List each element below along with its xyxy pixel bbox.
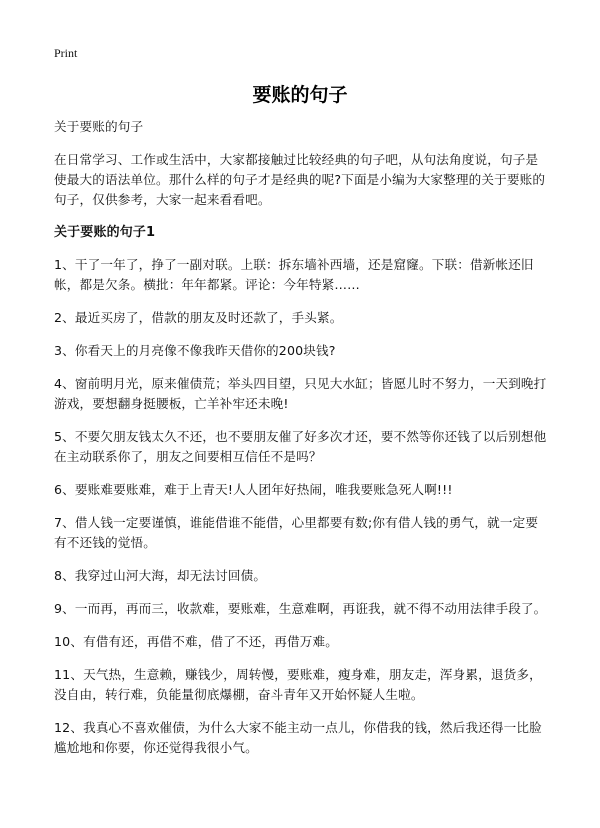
list-item: 8、我穿过山河大海，却无法讨回债。	[54, 568, 267, 583]
section-heading: 关于要账的句子1	[54, 225, 156, 240]
list-item: 6、要账难要账难，难于上青天!人人团年好热闹，唯我要账急死人啊!!!	[54, 482, 453, 497]
list-item: 9、一而再，再而三，收款难，要账难，生意难啊，再诳我，就不得不动用法律手段了。	[54, 601, 547, 616]
list-item: 12、我真心不喜欢催债，为什么大家不能主动一点儿，你借我的钱，然后我还得一比脸尴尬地和你要，你还觉得我很小气。	[54, 720, 542, 755]
list-item: 3、你看天上的月亮像不像我昨天借你的200块钱?	[54, 343, 336, 358]
intro-paragraph: 在日常学习、工作或生活中，大家都接触过比较经典的句子吧，从句法角度说，句子是使最大的语法单位。那什么样的句子才是经典的呢?下面是小编为大家整理的关于要账的句子，仅供参考，大家一起来看看吧。	[54, 152, 546, 207]
list-item: 10、有借有还，再借不难，借了不还，再借万难。	[54, 634, 338, 649]
list-item: 5、不要欠朋友钱太久不还，也不要朋友催了好多次才还，要不然等你还钱了以后别想他在主动联系你了，朋友之间要相互信任不是吗？	[54, 429, 547, 464]
article-body	[54, 117, 550, 771]
page-title: 要账的句子	[252, 84, 348, 106]
list-item: 2、最近买房了，借款的朋友及时还款了，手头紧。	[54, 310, 343, 325]
article-subtitle: 关于要账的句子	[54, 119, 144, 134]
print-link[interactable]: Print	[54, 46, 78, 60]
list-item: 4、窗前明月光，原来催债荒；举头四目望，只见大水缸；皆愿儿时不努力，一天到晚打游戏，要想翻身挺腰板，亡羊补牢还未晚!	[54, 376, 547, 411]
list-item: 1、干了一年了，挣了一副对联。上联：拆东墙补西墙，还是窟窿。下联：借新帐还旧帐，都是欠条。横批：年年都紧。评论：今年特紧……	[54, 257, 534, 292]
list-item: 7、借人钱一定要谨慎，谁能借谁不能借，心里都要有数;你有借人钱的勇气，就一定要有不还钱的觉悟。	[54, 515, 539, 550]
list-item: 11、天气热，生意赖，赚钱少，周转慢，要账难，瘦身难，朋友走，浑身累，退货多，没自由，转行难，负能量彻底爆棚，奋斗青年又开始怀疑人生啦。	[54, 667, 542, 702]
